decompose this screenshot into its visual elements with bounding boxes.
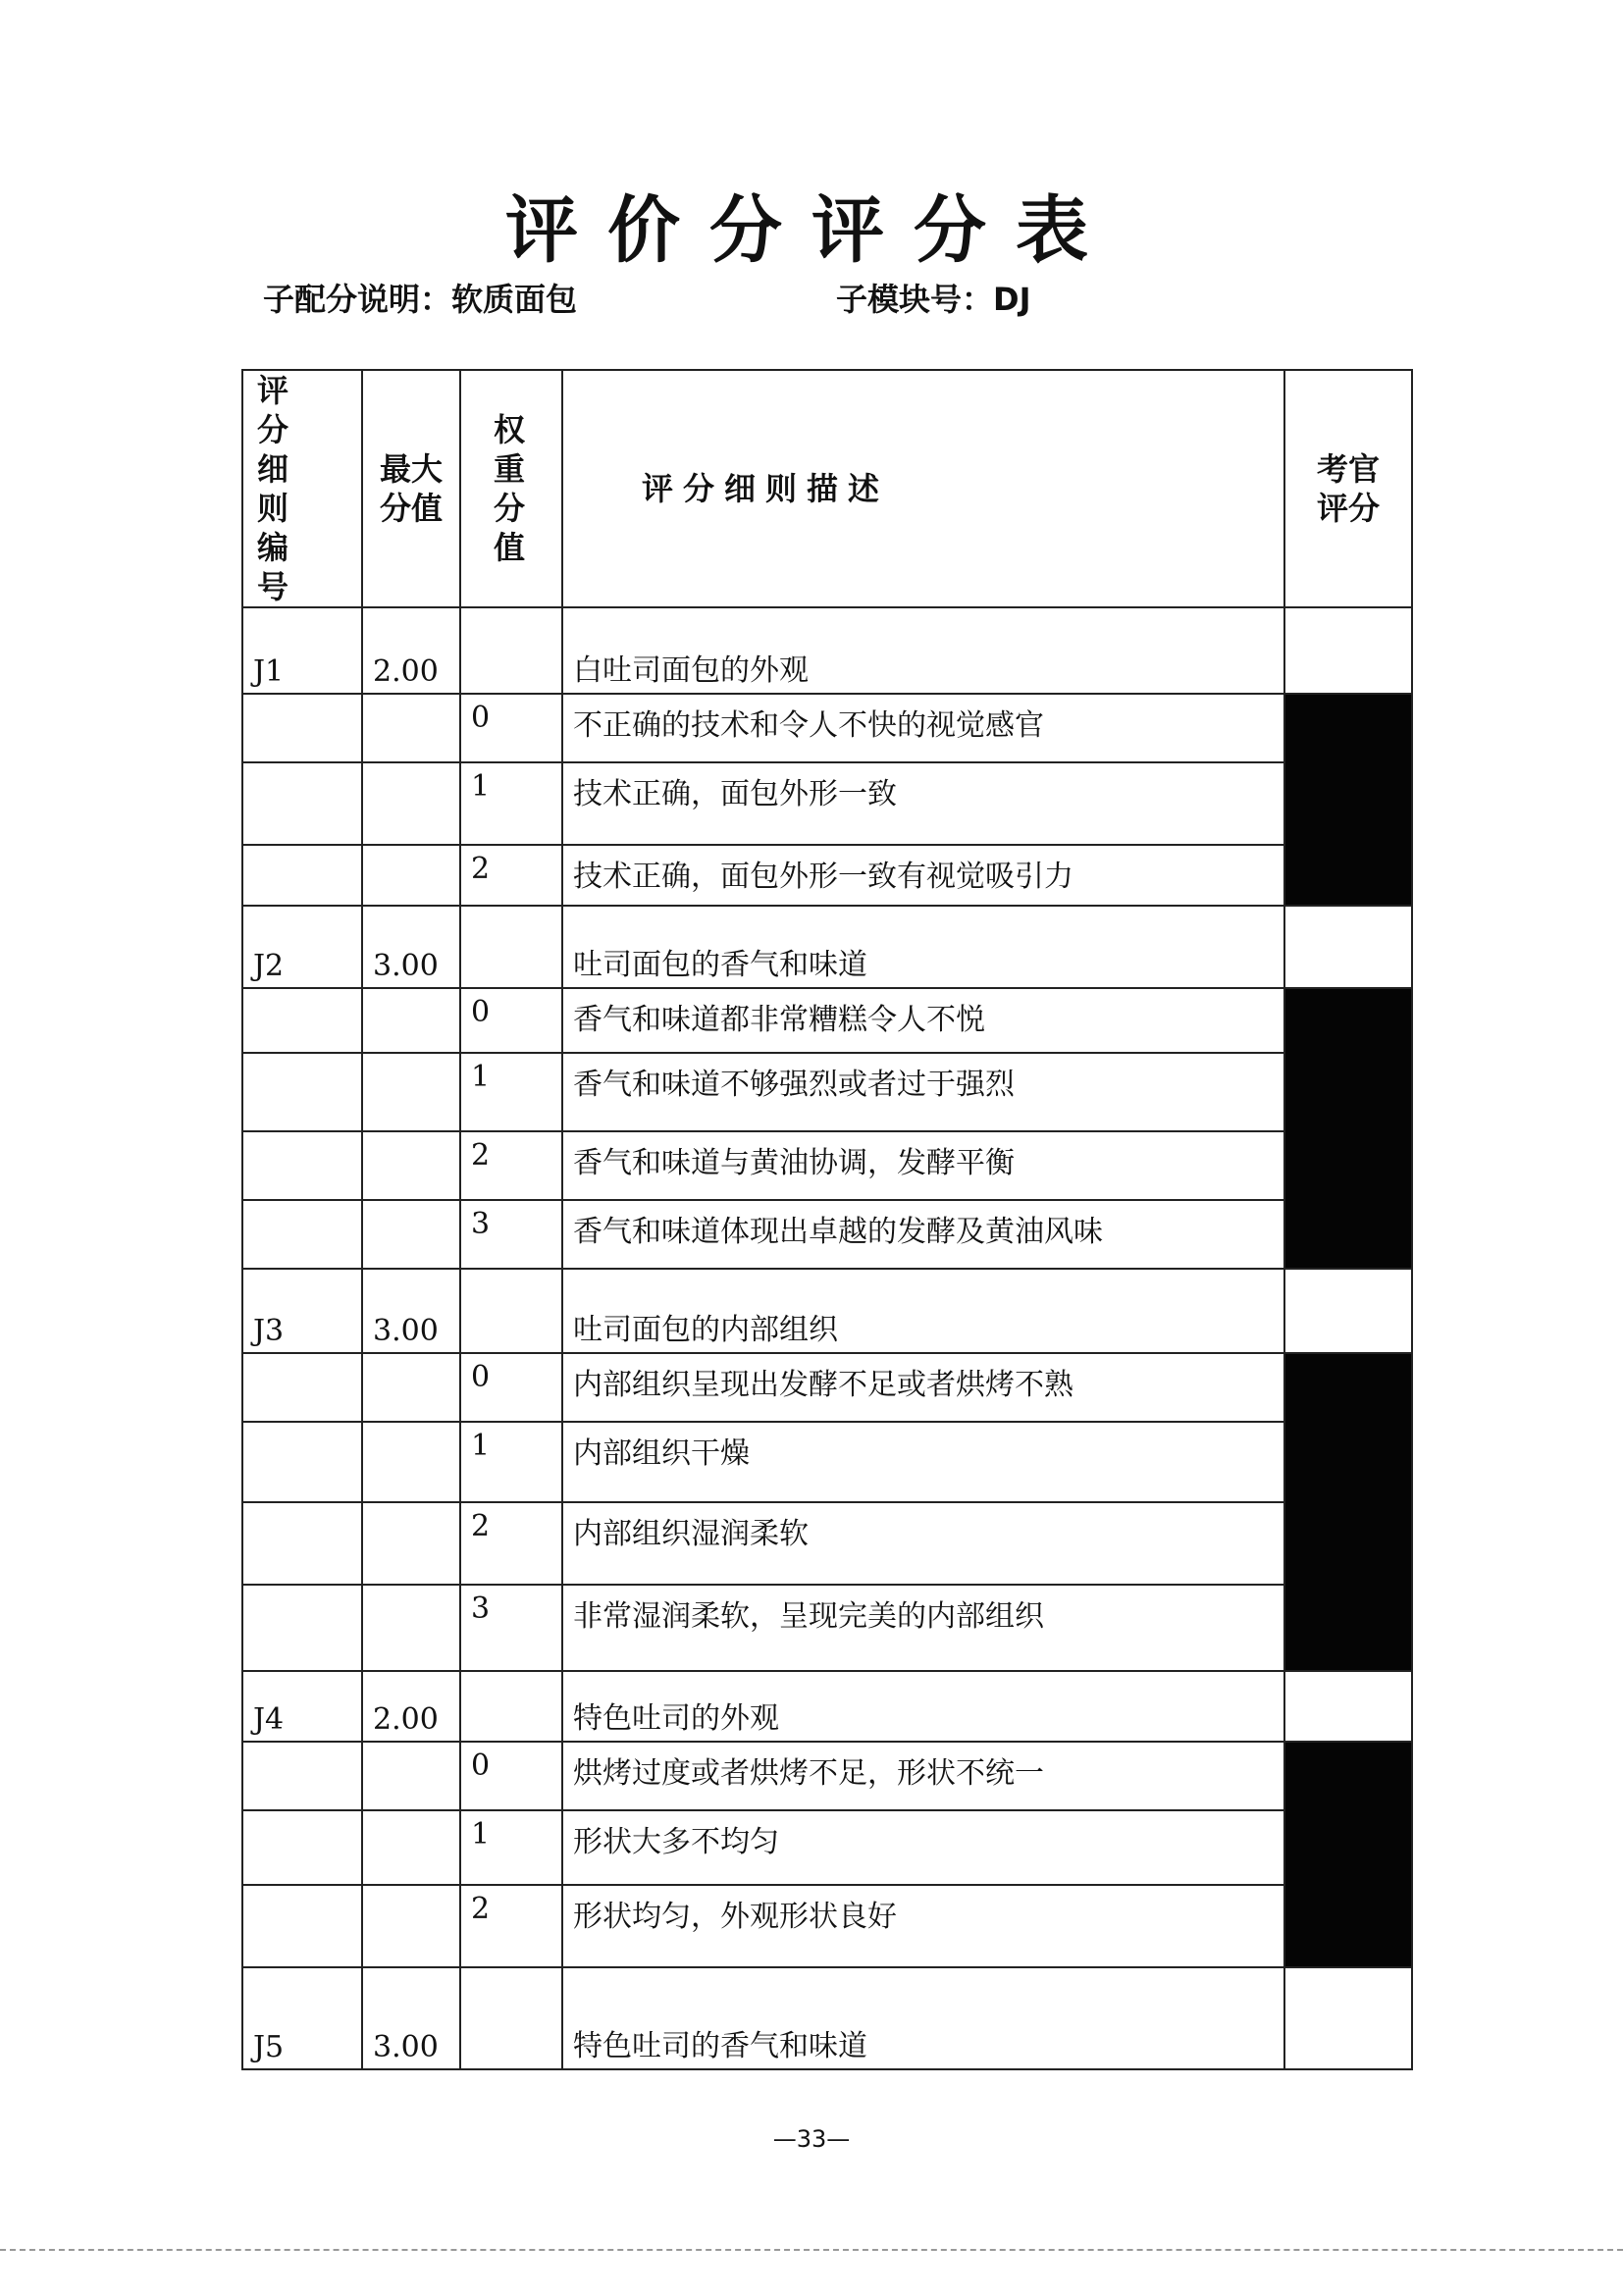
level-weight: 2 bbox=[460, 1885, 562, 1967]
level-empty-id bbox=[242, 1585, 362, 1671]
level-empty-id bbox=[242, 1502, 362, 1585]
header-max bbox=[362, 370, 460, 607]
header-weight bbox=[460, 370, 562, 607]
level-empty-id bbox=[242, 1053, 362, 1131]
criterion-weight bbox=[460, 607, 562, 694]
level-weight: 2 bbox=[460, 1502, 562, 1585]
level-weight: 1 bbox=[460, 1053, 562, 1131]
level-empty-id bbox=[242, 1131, 362, 1200]
level-row bbox=[242, 1585, 1412, 1671]
page-title: 评价分评分表 bbox=[505, 188, 1118, 273]
criterion-weight bbox=[460, 1967, 562, 2069]
level-description: 内部组织呈现出发酵不足或者烘烤不熟 bbox=[562, 1353, 1284, 1422]
level-empty-max bbox=[362, 988, 460, 1053]
examiner-score-cell[interactable] bbox=[1284, 1967, 1412, 2069]
level-empty-max bbox=[362, 1502, 460, 1585]
level-weight: 0 bbox=[460, 1742, 562, 1810]
criterion-id: J5 bbox=[242, 1967, 362, 2069]
level-empty-id bbox=[242, 1742, 362, 1810]
level-empty-max bbox=[362, 1353, 460, 1422]
level-empty-id bbox=[242, 1422, 362, 1502]
level-empty-id bbox=[242, 1810, 362, 1885]
blacked-out-score-cell bbox=[1284, 694, 1412, 906]
level-description: 技术正确，面包外形一致有视觉吸引力 bbox=[562, 845, 1284, 906]
criterion-max-score: 3.00 bbox=[362, 1269, 460, 1353]
level-row bbox=[242, 1353, 1412, 1422]
blacked-out-score-cell bbox=[1284, 988, 1412, 1269]
page-number: —33— bbox=[772, 2125, 851, 2153]
level-weight: 2 bbox=[460, 1131, 562, 1200]
level-empty-id bbox=[242, 988, 362, 1053]
level-weight: 2 bbox=[460, 845, 562, 906]
level-empty-max bbox=[362, 1131, 460, 1200]
level-row bbox=[242, 1053, 1412, 1131]
level-description: 内部组织湿润柔软 bbox=[562, 1502, 1284, 1585]
scoring-table bbox=[241, 369, 1413, 2070]
level-weight: 3 bbox=[460, 1200, 562, 1269]
level-description: 形状大多不均匀 bbox=[562, 1810, 1284, 1885]
examiner-score-cell[interactable] bbox=[1284, 607, 1412, 694]
level-description: 形状均匀，外观形状良好 bbox=[562, 1885, 1284, 1967]
level-weight: 1 bbox=[460, 1810, 562, 1885]
level-row bbox=[242, 1502, 1412, 1585]
level-row bbox=[242, 1810, 1412, 1885]
header-id bbox=[242, 370, 362, 607]
level-empty-max bbox=[362, 845, 460, 906]
criterion-row bbox=[242, 906, 1412, 988]
level-empty-id bbox=[242, 694, 362, 762]
level-row bbox=[242, 988, 1412, 1053]
level-description: 香气和味道不够强烈或者过于强烈 bbox=[562, 1053, 1284, 1131]
criterion-description: 吐司面包的香气和味道 bbox=[562, 906, 1284, 988]
criterion-max-score: 2.00 bbox=[362, 607, 460, 694]
header-examiner-text: 考官评分 bbox=[1316, 450, 1380, 527]
criterion-description: 特色吐司的香气和味道 bbox=[562, 1967, 1284, 2069]
scan-edge-line bbox=[0, 2249, 1623, 2251]
criterion-id: J3 bbox=[242, 1269, 362, 1353]
criterion-row bbox=[242, 1671, 1412, 1742]
examiner-score-cell[interactable] bbox=[1284, 1671, 1412, 1742]
header-id-text: 评分细则编号 bbox=[257, 372, 305, 605]
level-row bbox=[242, 1742, 1412, 1810]
header-desc: 评分细则描述 bbox=[562, 370, 1284, 607]
level-description: 香气和味道体现出卓越的发酵及黄油风味 bbox=[562, 1200, 1284, 1269]
examiner-score-cell[interactable] bbox=[1284, 906, 1412, 988]
criterion-row bbox=[242, 607, 1412, 694]
level-row bbox=[242, 1131, 1412, 1200]
blacked-out-score-cell bbox=[1284, 1353, 1412, 1671]
level-weight: 1 bbox=[460, 762, 562, 845]
criterion-description: 特色吐司的外观 bbox=[562, 1671, 1284, 1742]
level-empty-max bbox=[362, 1885, 460, 1967]
level-description: 不正确的技术和令人不快的视觉感官 bbox=[562, 694, 1284, 762]
level-weight: 0 bbox=[460, 694, 562, 762]
level-description: 香气和味道都非常糟糕令人不悦 bbox=[562, 988, 1284, 1053]
level-empty-max bbox=[362, 1422, 460, 1502]
criterion-id: J4 bbox=[242, 1671, 362, 1742]
criterion-max-score: 2.00 bbox=[362, 1671, 460, 1742]
level-weight: 1 bbox=[460, 1422, 562, 1502]
level-description: 烘烤过度或者烘烤不足，形状不统一 bbox=[562, 1742, 1284, 1810]
level-description: 香气和味道与黄油协调，发酵平衡 bbox=[562, 1131, 1284, 1200]
level-description: 非常湿润柔软，呈现完美的内部组织 bbox=[562, 1585, 1284, 1671]
level-empty-id bbox=[242, 845, 362, 906]
level-empty-max bbox=[362, 1200, 460, 1269]
level-empty-id bbox=[242, 1200, 362, 1269]
criterion-weight bbox=[460, 906, 562, 988]
level-empty-max bbox=[362, 1585, 460, 1671]
level-empty-max bbox=[362, 1053, 460, 1131]
examiner-score-cell[interactable] bbox=[1284, 1269, 1412, 1353]
level-empty-id bbox=[242, 1353, 362, 1422]
blacked-out-score-cell bbox=[1284, 1742, 1412, 1967]
criterion-max-score: 3.00 bbox=[362, 906, 460, 988]
level-row bbox=[242, 1422, 1412, 1502]
level-row bbox=[242, 694, 1412, 762]
criterion-row bbox=[242, 1269, 1412, 1353]
level-row bbox=[242, 845, 1412, 906]
sub-module-number: 子模块号：DJ bbox=[836, 281, 1031, 318]
level-row bbox=[242, 1200, 1412, 1269]
level-empty-id bbox=[242, 762, 362, 845]
sub-module-description: 子配分说明：软质面包 bbox=[263, 281, 578, 318]
criterion-max-score: 3.00 bbox=[362, 1967, 460, 2069]
header-examiner bbox=[1284, 370, 1412, 607]
level-empty-max bbox=[362, 694, 460, 762]
criterion-weight bbox=[460, 1671, 562, 1742]
criterion-id: J1 bbox=[242, 607, 362, 694]
level-weight: 0 bbox=[460, 1353, 562, 1422]
header-max-text: 最大分值 bbox=[379, 450, 443, 527]
level-description: 内部组织干燥 bbox=[562, 1422, 1284, 1502]
level-weight: 3 bbox=[460, 1585, 562, 1671]
criterion-id: J2 bbox=[242, 906, 362, 988]
level-empty-id bbox=[242, 1885, 362, 1967]
level-empty-max bbox=[362, 762, 460, 845]
criterion-description: 白吐司面包的外观 bbox=[562, 607, 1284, 694]
header-weight-text: 权重分值 bbox=[493, 411, 529, 566]
level-row bbox=[242, 1885, 1412, 1967]
level-weight: 0 bbox=[460, 988, 562, 1053]
level-empty-max bbox=[362, 1810, 460, 1885]
level-row bbox=[242, 762, 1412, 845]
header-row bbox=[242, 370, 1412, 607]
level-empty-max bbox=[362, 1742, 460, 1810]
criterion-weight bbox=[460, 1269, 562, 1353]
criterion-row bbox=[242, 1967, 1412, 2069]
level-description: 技术正确，面包外形一致 bbox=[562, 762, 1284, 845]
criterion-description: 吐司面包的内部组织 bbox=[562, 1269, 1284, 1353]
